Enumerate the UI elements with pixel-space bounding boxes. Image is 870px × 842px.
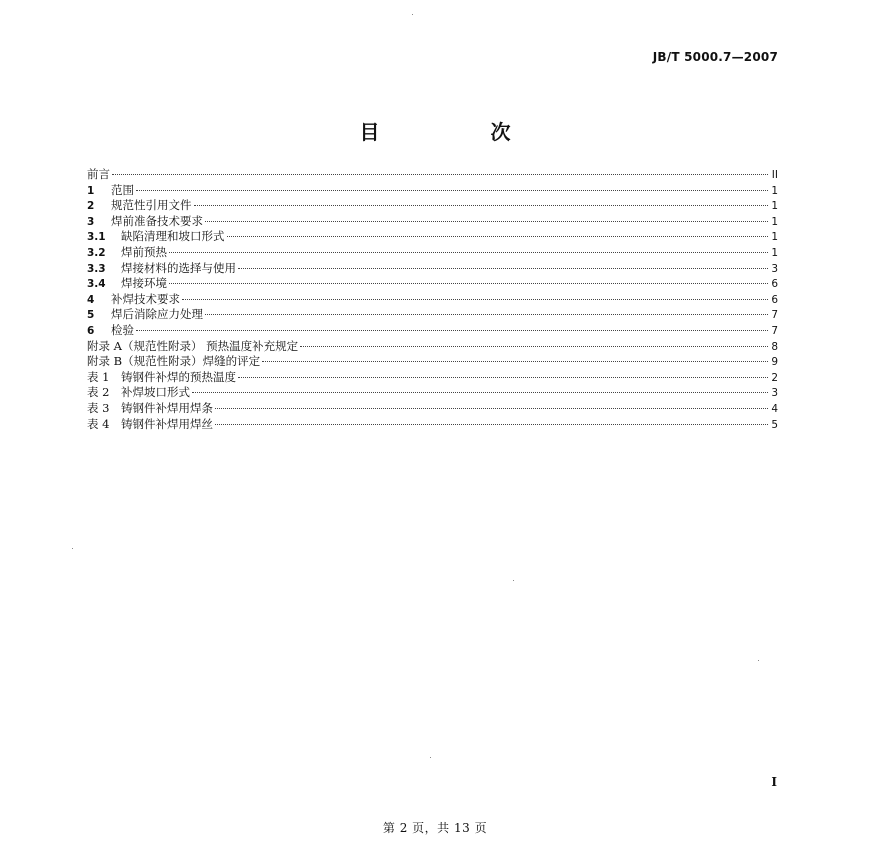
toc-entry-title: 前言 xyxy=(87,167,110,181)
scan-speck xyxy=(430,757,431,758)
toc-entry-page: 1 xyxy=(771,231,778,244)
toc-entry-page: 9 xyxy=(771,356,778,369)
toc-entry-number: 3.1 xyxy=(87,231,106,244)
toc-entry[interactable] xyxy=(87,292,778,308)
toc-entry-title: 规范性引用文件 xyxy=(111,198,192,213)
dot-leader xyxy=(205,314,768,315)
dot-leader xyxy=(215,424,768,425)
toc-entry[interactable] xyxy=(87,167,778,183)
toc-entry[interactable] xyxy=(87,354,778,370)
toc-entry-title: 范围 xyxy=(111,182,134,197)
toc-entry-title: 表 2 补焊坡口形式 xyxy=(87,385,190,400)
toc-entry-title: 补焊技术要求 xyxy=(111,291,180,306)
toc-entry-title: 附录 B（规范性附录）焊缝的评定 xyxy=(87,354,261,369)
toc-entry[interactable] xyxy=(87,183,778,199)
toc-entry-title: 焊后消除应力处理 xyxy=(111,307,203,322)
toc-entry[interactable] xyxy=(87,261,778,277)
toc-entry-number: 3.3 xyxy=(87,262,106,275)
dot-leader xyxy=(136,190,768,191)
dot-leader xyxy=(205,221,768,222)
toc-entry-number: 4 xyxy=(87,293,95,306)
toc-entry-page: 4 xyxy=(771,402,778,415)
dot-leader xyxy=(262,361,768,362)
dot-leader xyxy=(194,205,769,206)
dot-leader xyxy=(136,330,768,331)
dot-leader xyxy=(300,346,768,347)
toc-entry-number: 5 xyxy=(87,309,95,322)
toc-entry-page: 1 xyxy=(771,184,778,197)
toc-entry-page: 2 xyxy=(771,371,778,384)
toc-entry-title: 焊接材料的选择与使用 xyxy=(121,260,236,275)
dot-leader xyxy=(182,299,768,300)
dot-leader xyxy=(169,252,768,253)
toc-entry-page: 8 xyxy=(771,340,778,353)
toc-entry-title: 焊前准备技术要求 xyxy=(111,213,203,228)
toc-entry-page: 3 xyxy=(771,262,778,275)
toc-entry-page: 1 xyxy=(771,200,778,213)
toc-entry-number: 3.2 xyxy=(87,246,106,259)
toc-entry[interactable] xyxy=(87,245,778,261)
toc-entry-title: 缺陷清理和坡口形式 xyxy=(121,229,225,244)
page-footer: 第 2 页，共 13 页 xyxy=(382,821,488,835)
roman-page-number: I xyxy=(771,775,777,789)
dot-leader xyxy=(112,174,768,175)
scan-speck xyxy=(412,14,413,15)
toc-entry-title: 检验 xyxy=(111,322,134,337)
toc-entry-page: 1 xyxy=(771,246,778,259)
toc-entry-title: 表 4 铸钢件补焊用焊丝 xyxy=(87,416,213,431)
toc-entry[interactable] xyxy=(87,417,778,433)
toc-entry-page: 7 xyxy=(771,324,778,337)
toc-entry-title: 焊前预热 xyxy=(121,244,167,259)
toc-entry-title: 附录 A（规范性附录） 预热温度补充规定 xyxy=(87,338,299,353)
toc-entry-title: 焊接环境 xyxy=(121,276,167,291)
toc-entry[interactable] xyxy=(87,370,778,386)
document-number: JB/T 5000.7—2007 xyxy=(652,50,778,64)
dot-leader xyxy=(227,236,769,237)
toc-entry-page: II xyxy=(771,169,778,181)
toc-entry[interactable] xyxy=(87,214,778,230)
scan-speck xyxy=(72,548,73,549)
page-title: 目 次 xyxy=(359,120,563,144)
toc-entry-page: 7 xyxy=(771,309,778,322)
scan-speck xyxy=(513,580,514,581)
toc-entry-title: 表 1 铸钢件补焊的预热温度 xyxy=(87,369,236,384)
toc-entry-title: 表 3 铸钢件补焊用焊条 xyxy=(87,400,213,415)
scan-speck xyxy=(758,660,759,661)
toc-entry-number: 3.4 xyxy=(87,278,106,291)
toc-entry[interactable] xyxy=(87,276,778,292)
toc-entry-number: 1 xyxy=(87,184,95,197)
dot-leader xyxy=(238,268,768,269)
toc-entry[interactable] xyxy=(87,401,778,417)
toc-entry-number: 3 xyxy=(87,215,95,228)
toc-entry[interactable] xyxy=(87,229,778,245)
dot-leader xyxy=(192,392,768,393)
table-of-contents xyxy=(87,167,778,432)
toc-entry[interactable] xyxy=(87,307,778,323)
toc-entry-number: 2 xyxy=(87,200,95,213)
dot-leader xyxy=(215,408,768,409)
toc-entry[interactable] xyxy=(87,339,778,355)
toc-entry-number: 6 xyxy=(87,324,95,337)
toc-entry-page: 3 xyxy=(771,387,778,400)
toc-entry-page: 1 xyxy=(771,215,778,228)
toc-entry[interactable] xyxy=(87,323,778,339)
toc-entry[interactable] xyxy=(87,385,778,401)
toc-entry-page: 6 xyxy=(771,293,778,306)
toc-entry[interactable] xyxy=(87,198,778,214)
toc-entry-page: 6 xyxy=(771,278,778,291)
toc-entry-page: 5 xyxy=(771,418,778,431)
dot-leader xyxy=(169,283,768,284)
dot-leader xyxy=(238,377,768,378)
